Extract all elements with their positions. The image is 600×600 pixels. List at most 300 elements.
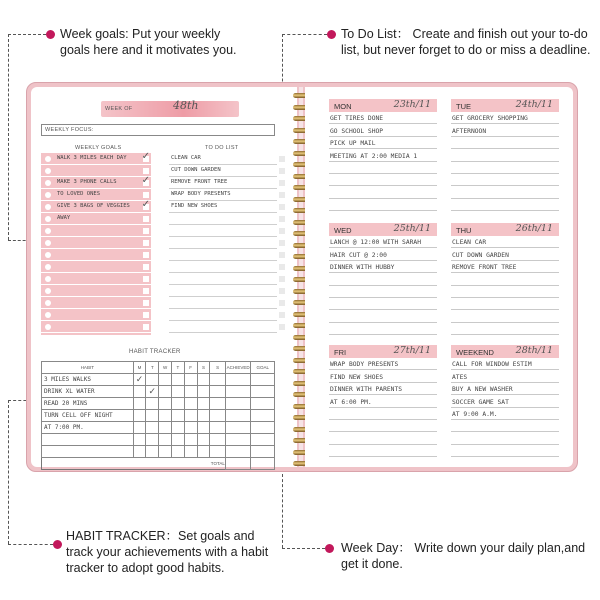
right-page [305, 87, 573, 467]
habit-cell[interactable] [133, 410, 146, 422]
leader-line [8, 400, 9, 544]
habit-cell[interactable] [172, 374, 185, 386]
day-entry-line[interactable] [329, 323, 437, 335]
todo-row[interactable] [169, 189, 277, 201]
habit-cell[interactable] [172, 422, 185, 434]
goal-row[interactable] [41, 249, 151, 261]
todo-row[interactable] [169, 177, 277, 189]
day-entry-line[interactable] [329, 286, 437, 298]
day-entry-text: WRAP BODY PRESENTS [330, 361, 399, 369]
leader-line [282, 34, 327, 35]
habit-column-header: HABIT [42, 362, 134, 374]
todo-text: CLEAN CAR [171, 155, 201, 161]
todo-checkbox[interactable] [279, 204, 285, 210]
week-day-callout-dot [325, 544, 334, 553]
goal-bullet-icon [45, 192, 51, 198]
day-entry-line[interactable] [329, 186, 437, 198]
goal-checkbox[interactable] [143, 252, 149, 258]
todo-checkbox[interactable] [279, 228, 285, 234]
habit-column-header: T [146, 362, 159, 374]
habit-cell[interactable] [184, 422, 197, 434]
habit-cell[interactable] [133, 422, 146, 434]
habit-cell[interactable] [210, 398, 226, 410]
habit-cell[interactable] [197, 398, 210, 410]
habit-cell[interactable] [251, 422, 275, 434]
todo-checkbox[interactable] [279, 156, 285, 162]
day-entry-text: CUT DOWN GARDEN [452, 251, 509, 259]
day-entry-line[interactable] [329, 124, 437, 136]
day-entry-line[interactable] [329, 420, 437, 432]
todo-row[interactable] [169, 153, 277, 165]
weekly-focus-box[interactable] [41, 124, 275, 136]
day-entry-line[interactable] [451, 261, 559, 273]
goal-row[interactable] [41, 273, 151, 285]
day-block-wed [329, 223, 437, 335]
habit-name-cell[interactable]: READ 20 MINS [42, 398, 134, 410]
day-entry-line[interactable] [329, 358, 437, 370]
habit-cell[interactable] [184, 374, 197, 386]
day-entry-line[interactable] [329, 112, 437, 124]
todo-text: CUT DOWN GARDEN [171, 167, 221, 173]
goal-row[interactable] [41, 177, 151, 189]
check-icon: ✓ [141, 199, 150, 210]
day-date: 27th/11 [393, 345, 431, 356]
day-entry-line[interactable] [451, 323, 559, 335]
habit-total-cell [42, 458, 134, 470]
goal-row[interactable] [41, 153, 151, 165]
day-entry-line[interactable] [451, 298, 559, 310]
todo-callout: To Do List： Create and finish out your to-do list, but never forget to do or miss a deadline. [341, 27, 591, 57]
day-entry-text: HAIR CUT @ 2:00 [330, 251, 387, 259]
goal-checkbox[interactable] [143, 324, 149, 330]
goal-bullet-icon [45, 240, 51, 246]
habit-cell[interactable] [146, 374, 159, 386]
goal-row[interactable] [41, 321, 151, 333]
goal-bullet-icon [45, 252, 51, 258]
habit-cell[interactable] [251, 434, 275, 446]
habit-cell[interactable] [172, 446, 185, 458]
day-entry-line[interactable] [329, 445, 437, 457]
day-block-weekend [451, 345, 559, 457]
leader-line [8, 34, 46, 35]
habit-cell[interactable] [197, 422, 210, 434]
habit-cell[interactable] [159, 386, 172, 398]
day-entry-text: ATES [452, 373, 468, 381]
habit-cell[interactable] [251, 410, 275, 422]
habit-row [42, 374, 275, 386]
week-day-callout: Week Day： Write down your daily plan,and get it done. [341, 541, 586, 571]
habit-column-header: S [197, 362, 210, 374]
habit-tracker-table [41, 361, 275, 470]
day-entry-line[interactable] [451, 137, 559, 149]
day-entry-line[interactable] [451, 445, 559, 457]
day-date: 23th/11 [393, 99, 431, 110]
todo-row[interactable] [169, 213, 277, 225]
day-entry-line[interactable] [451, 199, 559, 211]
todo-checkbox[interactable] [279, 276, 285, 282]
todo-checkbox[interactable] [279, 312, 285, 318]
day-entry-text: MEETING AT 2:00 MEDIA 1 [330, 152, 418, 160]
goal-text: TO LOVED ONES [57, 191, 101, 197]
goal-checkbox[interactable] [143, 168, 149, 174]
goal-row[interactable] [41, 285, 151, 297]
leader-line [282, 548, 325, 549]
todo-checkbox[interactable] [279, 252, 285, 258]
day-entry-text: CALL FOR WINDOW ESTIM [452, 361, 532, 369]
habit-row [42, 434, 275, 446]
habit-cell[interactable] [225, 398, 251, 410]
habit-column-header: S [210, 362, 226, 374]
day-entry-line[interactable] [329, 149, 437, 161]
habit-column-header: GOAL [251, 362, 275, 374]
habit-cell[interactable]: ✓ [133, 374, 146, 386]
day-entry-text: AFTERNOON [452, 127, 487, 135]
day-name: WEEKEND [456, 348, 494, 357]
goal-row[interactable] [41, 237, 151, 249]
todo-row[interactable] [169, 165, 277, 177]
day-entry-line[interactable] [329, 236, 437, 248]
habit-cell[interactable] [184, 386, 197, 398]
habit-name-cell[interactable]: DRINK XL WATER [42, 386, 134, 398]
goal-row[interactable] [41, 189, 151, 201]
habit-total-cell [225, 458, 251, 470]
habit-cell[interactable] [184, 434, 197, 446]
todo-row[interactable] [169, 285, 277, 297]
todo-row[interactable] [169, 321, 277, 333]
day-entry-line[interactable] [329, 310, 437, 322]
habit-cell[interactable] [197, 374, 210, 386]
habit-column-header: ACHIEVED [225, 362, 251, 374]
check-icon: ✓ [141, 151, 150, 162]
day-header [451, 345, 559, 358]
day-header [451, 223, 559, 236]
day-block-fri [329, 345, 437, 457]
day-date: 25th/11 [393, 223, 431, 234]
day-entry-text: REMOVE FRONT TREE [452, 264, 517, 272]
goal-bullet-icon [45, 180, 51, 186]
day-entry-text: AT 6:00 PM. [330, 398, 372, 406]
day-entry-line[interactable] [451, 420, 559, 432]
goal-checkbox[interactable] [143, 264, 149, 270]
goal-row[interactable] [41, 309, 151, 321]
goal-checkbox[interactable] [143, 240, 149, 246]
habit-cell[interactable] [172, 386, 185, 398]
habit-column-header: F [184, 362, 197, 374]
day-entry-line[interactable] [329, 273, 437, 285]
habit-total-cell: TOTAL [210, 461, 225, 466]
habit-cell[interactable] [225, 410, 251, 422]
habit-name-cell[interactable]: AT 7:00 PM. [42, 422, 134, 434]
day-header [329, 345, 437, 358]
goal-checkbox[interactable] [143, 288, 149, 294]
habit-total-cell [197, 458, 210, 470]
habit-cell[interactable] [133, 386, 146, 398]
todo-row[interactable] [169, 225, 277, 237]
habit-cell[interactable] [251, 398, 275, 410]
day-entry-text: GET TIRES DONE [330, 115, 384, 123]
goal-bullet-icon [45, 300, 51, 306]
day-entry-line[interactable] [451, 112, 559, 124]
day-entry-line[interactable] [329, 370, 437, 382]
week-of-value: 48th [173, 99, 199, 112]
habit-cell[interactable] [197, 446, 210, 458]
habit-cell[interactable] [197, 386, 210, 398]
habit-column-header: T [172, 362, 185, 374]
habit-total-cell [133, 458, 146, 470]
day-entry-text: DINNER WITH HUBBY [330, 264, 395, 272]
day-entry-line[interactable] [451, 124, 559, 136]
habit-cell[interactable] [146, 398, 159, 410]
habit-header-row [42, 362, 275, 374]
habit-cell[interactable] [172, 434, 185, 446]
todo-row[interactable] [169, 309, 277, 321]
habit-row [42, 398, 275, 410]
habit-callout-dot [53, 540, 62, 549]
goal-row[interactable] [41, 225, 151, 237]
day-entry-line[interactable] [329, 395, 437, 407]
todo-text: REMOVE FRONT TREE [171, 179, 228, 185]
week-goals-callout: Week goals: Put your weekly goals here and it motivates you. [60, 27, 237, 57]
todo-checkbox[interactable] [279, 180, 285, 186]
goal-row[interactable] [41, 213, 151, 225]
day-date: 26th/11 [515, 223, 553, 234]
day-entry-line[interactable] [451, 236, 559, 248]
day-entry-line[interactable] [329, 137, 437, 149]
week-of-label: WEEK OF [105, 106, 133, 112]
day-name: MON [334, 102, 352, 111]
habit-cell[interactable] [251, 386, 275, 398]
goal-row[interactable] [41, 201, 151, 213]
goal-checkbox[interactable] [143, 312, 149, 318]
left-page [31, 87, 297, 467]
planner [26, 82, 578, 472]
day-entry-line[interactable] [451, 383, 559, 395]
day-entry-line[interactable] [451, 273, 559, 285]
habit-cell[interactable] [146, 410, 159, 422]
todo-row[interactable] [169, 261, 277, 273]
day-entry-line[interactable] [329, 248, 437, 260]
goal-bullet-icon [45, 216, 51, 222]
day-entry-line[interactable] [451, 432, 559, 444]
day-entry-line[interactable] [451, 286, 559, 298]
goal-row[interactable] [41, 261, 151, 273]
todo-row[interactable] [169, 201, 277, 213]
habit-cell[interactable] [159, 374, 172, 386]
habit-cell[interactable] [184, 446, 197, 458]
weekly-goals-panel [41, 153, 151, 335]
todo-row[interactable] [169, 249, 277, 261]
habit-cell[interactable] [210, 410, 226, 422]
todo-checkbox[interactable] [279, 240, 285, 246]
goal-bullet-icon [45, 156, 51, 162]
day-name: FRI [334, 348, 347, 357]
day-entry-line[interactable] [329, 432, 437, 444]
goal-bullet-icon [45, 288, 51, 294]
habit-cell[interactable] [172, 410, 185, 422]
todo-text: FIND NEW SHOES [171, 203, 218, 209]
leader-line [8, 34, 9, 240]
habit-row [42, 446, 275, 458]
day-entry-text: CLEAN CAR [452, 239, 487, 247]
goal-row[interactable] [41, 165, 151, 177]
day-entry-line[interactable] [451, 395, 559, 407]
day-date: 28th/11 [515, 345, 553, 356]
habit-cell[interactable] [197, 410, 210, 422]
habit-cell[interactable] [172, 398, 185, 410]
habit-row [42, 410, 275, 422]
habit-cell[interactable] [133, 434, 146, 446]
habit-cell[interactable] [146, 434, 159, 446]
day-block-tue [451, 99, 559, 211]
day-entry-line[interactable] [451, 174, 559, 186]
todo-checkbox[interactable] [279, 192, 285, 198]
habit-cell[interactable] [225, 386, 251, 398]
day-entry-text: GO SCHOOL SHOP [330, 127, 384, 135]
habit-cell[interactable] [225, 446, 251, 458]
day-entry-line[interactable] [329, 162, 437, 174]
todo-checkbox[interactable] [279, 288, 285, 294]
day-entry-line[interactable] [451, 358, 559, 370]
habit-tracker-title: HABIT TRACKER [129, 349, 181, 355]
habit-callout: HABIT TRACKER：Set goals and track your achievements with a habit tracker to adopt good habits. [66, 529, 269, 575]
goal-bullet-icon [45, 264, 51, 270]
habit-total-cell [251, 458, 275, 470]
habit-cell[interactable] [225, 434, 251, 446]
todo-checkbox[interactable] [279, 264, 285, 270]
leader-line [8, 544, 53, 545]
day-entry-text: LANCH @ 12:00 WITH SARAH [330, 239, 421, 247]
goal-bullet-icon [45, 228, 51, 234]
day-entry-line[interactable] [451, 186, 559, 198]
goal-checkbox[interactable] [143, 192, 149, 198]
habit-cell[interactable] [225, 374, 251, 386]
day-entry-line[interactable] [451, 408, 559, 420]
goal-text: WALK 3 MILES EACH DAY [57, 155, 127, 161]
day-entry-line[interactable] [329, 174, 437, 186]
goal-text: GIVE 3 BAGS OF VEGGIES [57, 203, 130, 209]
day-name: WED [334, 226, 352, 235]
day-date: 24th/11 [515, 99, 553, 110]
day-block-mon [329, 99, 437, 211]
goal-row[interactable] [41, 297, 151, 309]
goal-checkbox[interactable] [143, 216, 149, 222]
habit-cell[interactable] [197, 434, 210, 446]
habit-cell[interactable] [146, 422, 159, 434]
day-entry-line[interactable] [451, 310, 559, 322]
day-name: TUE [456, 102, 471, 111]
habit-cell[interactable] [159, 446, 172, 458]
habit-cell[interactable] [210, 446, 226, 458]
goal-bullet-icon [45, 168, 51, 174]
goal-checkbox[interactable] [143, 300, 149, 306]
todo-header: TO DO LIST [205, 145, 239, 151]
goal-checkbox[interactable] [143, 228, 149, 234]
day-entry-text: GET GROCERY SHOPPING [452, 115, 528, 123]
habit-cell[interactable] [159, 398, 172, 410]
goal-text: AWAY [57, 215, 71, 221]
day-entry-line[interactable] [329, 261, 437, 273]
habit-name-cell[interactable] [42, 446, 134, 458]
habit-cell[interactable] [159, 434, 172, 446]
day-entry-line[interactable] [451, 370, 559, 382]
day-header [451, 99, 559, 112]
day-header [329, 99, 437, 112]
habit-cell[interactable]: ✓ [146, 386, 159, 398]
day-block-thu [451, 223, 559, 335]
day-entry-line[interactable] [329, 298, 437, 310]
habit-total-cell [184, 458, 197, 470]
habit-total-cell [172, 458, 185, 470]
day-entry-line[interactable] [451, 162, 559, 174]
habit-name-cell[interactable]: TURN CELL OFF NIGHT [42, 410, 134, 422]
habit-total-cell [146, 458, 159, 470]
habit-name-cell[interactable] [42, 434, 134, 446]
habit-cell[interactable] [251, 446, 275, 458]
goal-bullet-icon [45, 324, 51, 330]
habit-row [42, 386, 275, 398]
day-entry-line[interactable] [329, 199, 437, 211]
weekly-goals-header: WEEKLY GOALS [75, 145, 122, 151]
day-header [329, 223, 437, 236]
todo-checkbox[interactable] [279, 168, 285, 174]
todo-checkbox[interactable] [279, 216, 285, 222]
todo-row[interactable] [169, 297, 277, 309]
todo-checkbox[interactable] [279, 324, 285, 330]
check-icon: ✓ [141, 175, 150, 186]
todo-callout-dot [327, 30, 336, 39]
day-entry-line[interactable] [329, 408, 437, 420]
day-entry-text: FIND NEW SHOES [330, 373, 384, 381]
habit-cell[interactable] [159, 422, 172, 434]
goal-bullet-icon [45, 204, 51, 210]
goal-text: MAKE 3 PHONE CALLS [57, 179, 117, 185]
habit-column-header: M [133, 362, 146, 374]
goal-bullet-icon [45, 312, 51, 318]
habit-column-header: W [159, 362, 172, 374]
habit-cell[interactable] [146, 446, 159, 458]
day-entry-line[interactable] [451, 149, 559, 161]
habit-row [42, 422, 275, 434]
day-entry-text: AT 9:00 A.M. [452, 410, 498, 418]
todo-row[interactable] [169, 273, 277, 285]
habit-cell[interactable] [184, 410, 197, 422]
habit-cell[interactable] [133, 398, 146, 410]
habit-cell[interactable] [133, 446, 146, 458]
goal-checkbox[interactable] [143, 276, 149, 282]
todo-text: WRAP BODY PRESENTS [171, 191, 231, 197]
habit-cell[interactable] [225, 422, 251, 434]
week-goals-callout-dot [46, 30, 55, 39]
todo-checkbox[interactable] [279, 300, 285, 306]
habit-total-row [42, 458, 275, 470]
habit-cell[interactable] [184, 398, 197, 410]
day-entry-line[interactable] [451, 248, 559, 260]
habit-cell[interactable] [210, 422, 226, 434]
weekly-focus-label: WEEKLY FOCUS: [45, 127, 94, 133]
habit-cell[interactable] [159, 410, 172, 422]
habit-name-cell[interactable]: 3 MILES WALKS [42, 374, 134, 386]
habit-cell[interactable] [251, 374, 275, 386]
habit-cell[interactable] [210, 386, 226, 398]
day-entry-line[interactable] [329, 383, 437, 395]
day-entry-text: BUY A NEW WASHER [452, 386, 513, 394]
day-entry-text: DINNER WITH PARENTS [330, 386, 403, 394]
todo-row[interactable] [169, 237, 277, 249]
goal-bullet-icon [45, 276, 51, 282]
habit-cell[interactable] [210, 374, 226, 386]
habit-cell[interactable] [210, 434, 226, 446]
day-name: THU [456, 226, 472, 235]
